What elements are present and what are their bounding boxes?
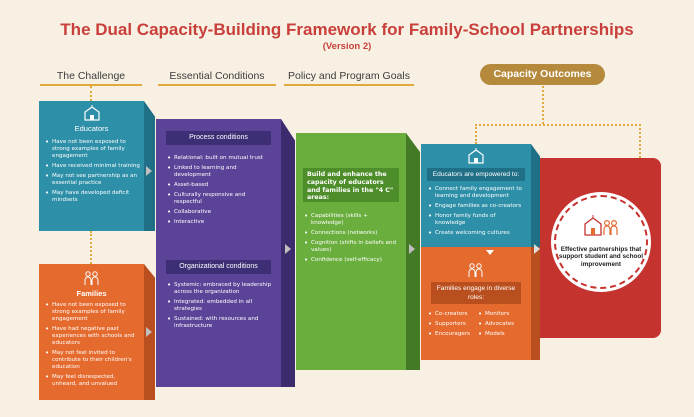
list-item: • Have received minimal training (44, 163, 140, 170)
outcome-text: Effective partnerships that support student and school improvement (558, 246, 644, 268)
connector-line (542, 86, 544, 124)
list-item: • Asset-based (166, 182, 274, 189)
engage-title: Families engage in diverse roles: (431, 282, 521, 304)
empowered-title: Educators are empowered to: (427, 168, 525, 181)
list-item: • Collaborative (166, 209, 274, 216)
families-title: Families (76, 289, 107, 298)
essential-conditions-panel (156, 119, 281, 387)
arrow-right-icon (534, 244, 540, 254)
process-list (166, 155, 274, 229)
list-item: • Honor family funds of knowledge (427, 213, 527, 227)
engage-roles (427, 311, 527, 341)
column-header-essential: Essential Conditions (169, 70, 265, 82)
connector-line (639, 124, 641, 158)
list-item: • May not see partnership as an essential practice (44, 173, 140, 187)
list-item: • Supporters (427, 321, 477, 328)
list-item: • May have developed deficit mindsets (44, 190, 140, 204)
page-subtitle: (Version 2) (322, 41, 372, 52)
list-item: • Engage families as co-creators (427, 203, 527, 210)
family-icon (467, 262, 485, 278)
arrow-right-icon (409, 244, 415, 254)
page-title: The Dual Capacity-Building Framework for Family-School Partnerships (60, 20, 634, 39)
roles-list (427, 311, 477, 341)
process-conditions-title: Process conditions (166, 131, 271, 145)
educators-list (44, 139, 140, 207)
arrow-right-icon (146, 327, 152, 337)
list-item: • Have not been exposed to strong examples of family engagement (44, 139, 140, 160)
list-item: • May not feel invited to contribute to their children's education (44, 350, 140, 371)
connector-line (90, 231, 92, 264)
family-icon (83, 270, 101, 286)
school-family-icon (583, 214, 619, 240)
list-item: • Connect family engagement to learning and development (427, 186, 527, 200)
list-item: • Interactive (166, 219, 274, 226)
families-panel (39, 264, 144, 400)
list-item: • Advocates (477, 321, 527, 328)
educators-empowered-panel (421, 144, 531, 247)
list-item: • Have not been exposed to strong examples of family engagement (44, 302, 140, 323)
engage-panel-side (531, 247, 540, 360)
list-item: • May feel disrespected, unheard, and unvalued (44, 374, 140, 388)
school-icon (467, 148, 485, 164)
goals-heading: Build and enhance the capacity of educators and families in the "4 C" areas: (303, 168, 399, 202)
goals-list (303, 213, 401, 267)
connector-line (475, 124, 477, 144)
list-item: • Monitors (477, 311, 527, 318)
list-item: • Relational: built on mutual trust (166, 155, 274, 162)
educators-panel (39, 101, 144, 231)
arrow-right-icon (285, 244, 291, 254)
roles-list (477, 311, 527, 341)
families-engage-panel (421, 247, 531, 360)
families-list (44, 302, 140, 391)
column-rule (284, 84, 414, 86)
empowered-list (427, 186, 527, 240)
list-item: • Integrated: embedded in all strategies (166, 299, 274, 313)
list-item: • Linked to learning and development (166, 165, 274, 179)
chevron-down-icon (486, 250, 494, 255)
connector-line (90, 86, 92, 101)
outcome-circle (554, 195, 648, 289)
list-item: • Cognition (shifts in beliefs and values) (303, 240, 401, 254)
column-header-outcomes: Capacity Outcomes (480, 64, 605, 85)
column-rule (158, 84, 276, 86)
list-item: • Culturally responsive and respectful (166, 192, 274, 206)
list-item: • Encouragers (427, 331, 477, 338)
arrow-right-icon (146, 166, 152, 176)
column-header-challenge: The Challenge (56, 70, 126, 82)
organizational-conditions-title: Organizational conditions (166, 260, 271, 274)
list-item: • Connections (networks) (303, 230, 401, 237)
column-header-policy: Policy and Program Goals (288, 70, 410, 82)
list-item: • Models (477, 331, 527, 338)
list-item: • Co-creators (427, 311, 477, 318)
organizational-list (166, 282, 274, 333)
empowered-panel-side (531, 144, 540, 247)
list-item: • Systemic: embraced by leadership across the organization (166, 282, 274, 296)
list-item: • Confidence (self-efficacy) (303, 257, 401, 264)
educators-title: Educators (74, 124, 109, 133)
list-item: • Sustained: with resources and infrastructure (166, 316, 274, 330)
list-item: • Capabilities (skills + knowledge) (303, 213, 401, 227)
connector-line (475, 124, 641, 126)
policy-goals-panel (296, 133, 406, 370)
school-icon (83, 105, 101, 121)
list-item: • Create welcoming cultures (427, 230, 527, 237)
list-item: • Have had negative past experiences with schools and educators (44, 326, 140, 347)
